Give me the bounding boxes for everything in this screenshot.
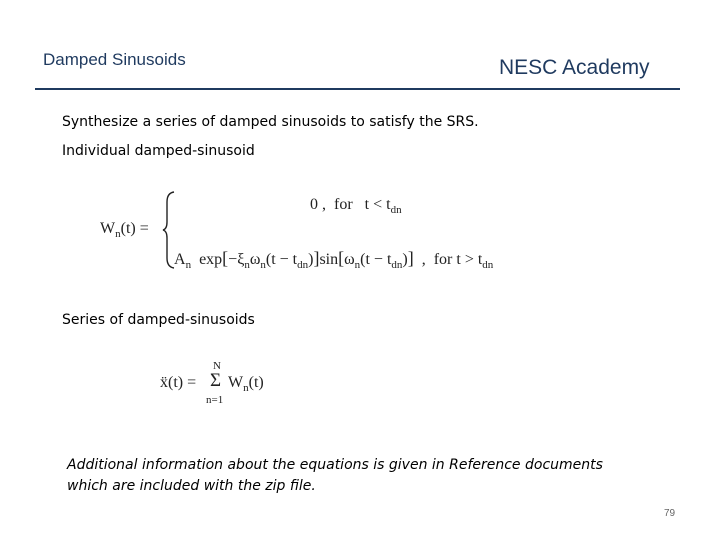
series-equation: [160, 360, 290, 408]
title-divider: [35, 88, 680, 90]
slide-number: 79: [664, 508, 676, 519]
case2: $A_n$ $\exp[-\xi_n\omega_n(t - t_{dn})]\sin[\omega_n(t - t_{dn})]$ , for $t > t_{dn}$: [174, 248, 494, 272]
piecewise-equation: [98, 188, 558, 273]
sum-upper-limit: N: [213, 360, 221, 372]
equation-lhs: $W_n(t)$ =: [100, 220, 149, 241]
reference-note: [67, 455, 667, 497]
slide-title: Damped Sinusoids: [43, 50, 186, 69]
reference-note-line1: Additional information about the equations is given in Reference documents: [67, 457, 603, 473]
individual-heading: Individual damped-sinusoid: [62, 143, 255, 159]
summation-icon: Σ: [210, 370, 222, 391]
series-lhs: ẍ(t) =: [160, 374, 197, 391]
series-term: $W_n(t)$: [228, 374, 264, 395]
case1: 0 , for $t < t_{dn}$: [310, 196, 402, 217]
organization-name: NESC Academy: [499, 56, 650, 79]
sum-lower-limit: n=1: [206, 394, 224, 406]
series-heading: Series of damped-sinusoids: [62, 312, 255, 328]
intro-text: Synthesize a series of damped sinusoids to satisfy the SRS.: [62, 114, 479, 130]
reference-note-line2: which are included with the zip file.: [67, 478, 316, 494]
